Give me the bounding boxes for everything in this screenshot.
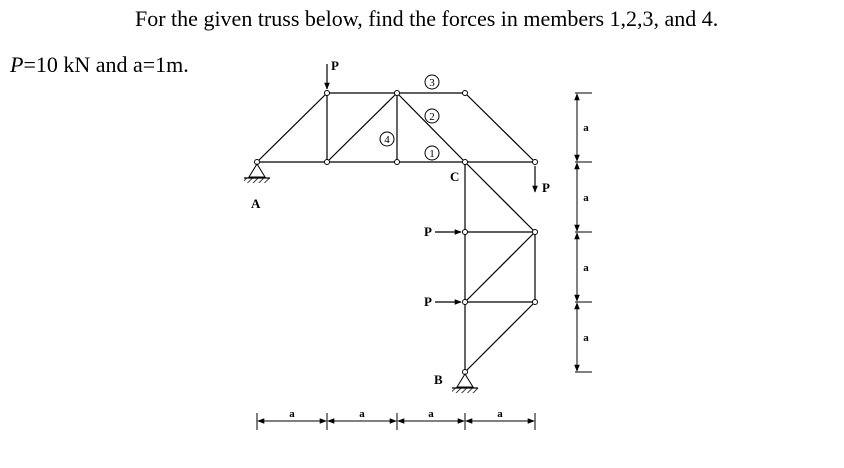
member-label-4 — [380, 132, 394, 146]
joint — [463, 91, 468, 96]
dim-right-3: a — [583, 262, 589, 274]
diagonal-2 — [327, 93, 397, 162]
load-middle — [424, 224, 461, 239]
dim-right-2: a — [583, 192, 589, 204]
load-lower-label: P — [424, 294, 432, 309]
load-right — [535, 166, 550, 195]
dim-right-1: a — [583, 122, 589, 134]
support-a-label: A — [251, 196, 261, 211]
svg-text:1: 1 — [429, 148, 435, 160]
left-diagonal — [257, 93, 327, 162]
dim-bottom-4: a — [497, 408, 503, 420]
joint — [533, 230, 538, 235]
right-diagonal — [465, 93, 535, 162]
load-top-label: P — [331, 58, 339, 73]
lower-diagonal-2 — [465, 232, 535, 302]
joint — [463, 230, 468, 235]
member-label-1 — [425, 146, 439, 160]
svg-text:4: 4 — [384, 134, 390, 146]
joint — [395, 91, 400, 96]
given-rest: =10 kN and a=1m. — [23, 52, 189, 77]
lower-diagonal-3 — [465, 302, 535, 372]
dim-bottom-3: a — [428, 408, 434, 420]
joint — [463, 300, 468, 305]
load-middle-label: P — [424, 224, 432, 239]
load-right-label: P — [542, 180, 550, 195]
given-p: P — [10, 52, 24, 77]
right-dimension-line — [575, 93, 592, 372]
dim-right-4: a — [583, 332, 589, 344]
support-b-label: B — [434, 372, 443, 387]
member-label-2 — [425, 109, 439, 123]
joint — [533, 160, 538, 165]
truss-members — [257, 93, 535, 372]
support-b-icon — [452, 374, 478, 393]
support-a-icon — [244, 164, 270, 183]
joint-c-label: C — [450, 169, 460, 184]
joint — [533, 300, 538, 305]
bottom-dimension-line — [257, 413, 535, 430]
dim-bottom-2: a — [359, 408, 365, 420]
member-label-3 — [425, 75, 439, 89]
joint — [325, 160, 330, 165]
svg-text:3: 3 — [429, 77, 435, 89]
dim-bottom-1: a — [289, 408, 295, 420]
joint — [395, 160, 400, 165]
problem-statement: For the given truss below, find the forces in members 1,2,3, and 4. — [135, 6, 719, 31]
load-lower — [424, 294, 461, 309]
joint — [463, 160, 468, 165]
load-top — [327, 58, 339, 89]
joint — [325, 91, 330, 96]
svg-text:2: 2 — [429, 111, 435, 123]
lower-diagonal-1 — [465, 162, 535, 232]
